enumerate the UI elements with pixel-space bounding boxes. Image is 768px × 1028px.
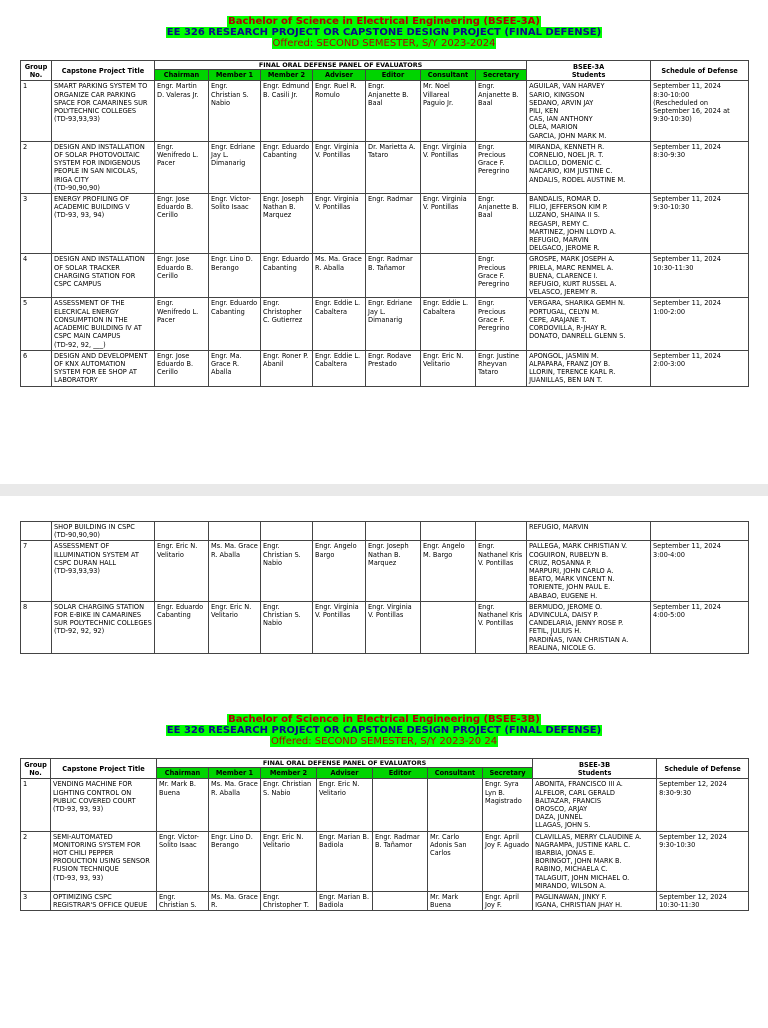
table-row xyxy=(21,298,749,350)
consultant-cell xyxy=(421,254,476,298)
member-2-cell: Engr. Christian S. Nabio xyxy=(261,601,313,653)
program-title-b: Bachelor of Science in Electrical Engineering (BSEE-3B) xyxy=(228,714,540,725)
member-2-cell: Engr. Eduardo Cabanting xyxy=(261,141,313,193)
header-member-1: Member 1 xyxy=(209,768,261,779)
secretary-cell: Engr. April Joy F. xyxy=(483,892,533,911)
offered-line: Offered: SECOND SEMESTER, S/Y 2023-2024 xyxy=(272,38,496,49)
member-2-cell: Engr. Roner P. Abanil xyxy=(261,350,313,386)
students-cell: BANDALIS, ROMAR D. FILIO, JEFFERSON KIM P. LUZANO, SHAINA II S. REGASPI, REMY C. MARTINEZ, JOHN LLOYD A. REFUGIO, MARVIN DELGACO, JEROME R. xyxy=(527,194,651,254)
schedule-cell: September 11, 2024 4:00-5:00 xyxy=(651,601,749,653)
member-1-cell: Engr. Edriane Jay L. Dimanarig xyxy=(209,141,261,193)
secretary-cell: Engr. Syra Lyn B. Magistrado xyxy=(483,779,533,831)
students-cell: VERGARA, SHARIKA GEMH N. PORTUGAL, CELYN M. CEPE, ARAJANE T. CORDOVILLA, R-JHAY R. DONATO, DANRELL GLENN S. xyxy=(527,298,651,350)
adviser-cell: Engr. Angelo Bargo xyxy=(313,541,366,601)
chairman-cell: Mr. Mark B. Buena xyxy=(157,779,209,831)
consultant-cell: Engr. Virginia V. Pontillas xyxy=(421,194,476,254)
editor-cell: Engr. Virginia V. Pontillas xyxy=(366,601,421,653)
member-1-cell: Ms. Ma. Grace R. Aballa xyxy=(209,541,261,601)
adviser-cell: Engr. Marian B. Badiola xyxy=(317,892,373,911)
header-students: BSEE-3A Students xyxy=(527,61,651,81)
group-no-cell: 3 xyxy=(21,892,51,911)
member-2-cell: Engr. Christopher C. Gutierrez xyxy=(261,298,313,350)
header-consultant: Consultant xyxy=(421,70,476,81)
adviser-cell: Engr. Eric N. Velitario xyxy=(317,779,373,831)
adviser-cell: Engr. Virginia V. Pontillas xyxy=(313,141,366,193)
table-row xyxy=(21,541,749,601)
table-row xyxy=(21,779,749,831)
group-no-cell: 2 xyxy=(21,141,52,193)
editor-cell xyxy=(373,892,428,911)
secretary-cell: Engr. Justine Rheyvan Tataro xyxy=(476,350,527,386)
project-title-cell: DESIGN AND INSTALLATION OF SOLAR PHOTOVOLTAIC SYSTEM FOR INDIGENOUS PEOPLE IN SAN NICOLAS, IRIGA CITY (TD-90,90,90) xyxy=(52,141,155,193)
group-no-cell: 8 xyxy=(21,601,52,653)
chairman-cell: Engr. Victor-Solito Isaac xyxy=(157,831,209,891)
students-cell: PAGLINAWAN, JINKY F. IGANA, CHRISTIAN JHAY H. xyxy=(533,892,657,911)
header-students: BSEE-3B Students xyxy=(533,759,657,779)
group-no-cell: 5 xyxy=(21,298,52,350)
header-secretary: Secretary xyxy=(483,768,533,779)
section-b-header xyxy=(0,714,768,747)
table-row xyxy=(21,254,749,298)
member-1-cell: Engr. Lino D. Berango xyxy=(209,831,261,891)
table-row xyxy=(21,601,749,653)
consultant-cell: Engr. Virginia V. Pontillas xyxy=(421,141,476,193)
chairman-cell: Engr. Wenifredo L. Pacer xyxy=(155,298,209,350)
students-cell: CLAVILLAS, MERRY CLAUDINE A. NAGRAMPA, JUSTINE KARL C. IBARBIA, JONAS E. BORINGOT, JOHN MARK B. RABINO, MICHAELA C. TALAGUIT, JOHN MICHAEL O. MIRANDO, WILSON A. xyxy=(533,831,657,891)
secretary-cell xyxy=(476,522,527,541)
header-chairman: Chairman xyxy=(155,70,209,81)
adviser-cell: Engr. Virginia V. Pontillas xyxy=(313,194,366,254)
consultant-cell: Engr. Eric N. Velitario xyxy=(421,350,476,386)
editor-cell: Engr. Anjanette B. Baal xyxy=(366,81,421,141)
table-row xyxy=(21,194,749,254)
group-no-cell: 4 xyxy=(21,254,52,298)
project-title-cell: DESIGN AND INSTALLATION OF SOLAR TRACKER CHARGING STATION FOR CSPC CAMPUS xyxy=(52,254,155,298)
member-2-cell: Engr. Eric N. Velitario xyxy=(261,831,317,891)
secretary-cell: Engr. Precious Grace F. Peregrino xyxy=(476,254,527,298)
adviser-cell: Engr. Ruel R. Romulo xyxy=(313,81,366,141)
students-cell: APONGOL, JASMIN M. ALPAPARA, FRANZ JOY B. LLORIN, TERENCE KARL R. JUANILLAS, BEN IAN T. xyxy=(527,350,651,386)
header-group-no: Group No. xyxy=(21,759,51,779)
chairman-cell: Engr. Eduardo Cabanting xyxy=(155,601,209,653)
project-title-cell: SOLAR CHARGING STATION FOR E-BIKE IN CAMARINES SUR POLYTECHNIC COLLEGES (TD-92, 92, 92) xyxy=(52,601,155,653)
program-title: Bachelor of Science in Electrical Engineering (BSEE-3A) xyxy=(228,16,540,27)
project-title-cell: ENERGY PROFILING OF ACADEMIC BUILDING V (TD-93, 93, 94) xyxy=(52,194,155,254)
member-1-cell: Engr. Eduardo Cabanting xyxy=(209,298,261,350)
schedule-cell: September 11, 2024 1:00-2:00 xyxy=(651,298,749,350)
member-1-cell: Engr. Victor-Solito Isaac xyxy=(209,194,261,254)
course-title-b: EE 326 RESEARCH PROJECT OR CAPSTONE DESIGN PROJECT (FINAL DEFENSE) xyxy=(166,725,602,736)
member-2-cell: Engr. Joseph Nathan B. Marquez xyxy=(261,194,313,254)
member-1-cell xyxy=(209,522,261,541)
schedule-cell: September 11, 2024 8:30-9:30 xyxy=(651,141,749,193)
header-adviser: Adviser xyxy=(313,70,366,81)
member-1-cell: Ms. Ma. Grace R. xyxy=(209,892,261,911)
consultant-cell: Mr. Carlo Adonis San Carlos xyxy=(428,831,483,891)
member-1-cell: Engr. Christian S. Nabio xyxy=(209,81,261,141)
consultant-cell: Engr. Eddie L. Cabaltera xyxy=(421,298,476,350)
adviser-cell: Ms. Ma. Grace R. Aballa xyxy=(313,254,366,298)
adviser-cell: Engr. Virginia V. Pontillas xyxy=(313,601,366,653)
section-a-header xyxy=(0,16,768,49)
secretary-cell: Engr. Anjanette B. Baal xyxy=(476,194,527,254)
defense-schedule-table-a-continued xyxy=(20,521,749,654)
offered-line-b: Offered: SECOND SEMESTER, S/Y 2023-20 24 xyxy=(270,736,498,747)
schedule-cell: September 11, 2024 10:30-11:30 xyxy=(651,254,749,298)
group-no-cell: 3 xyxy=(21,194,52,254)
secretary-cell: Engr. Anjanette B. Baal xyxy=(476,81,527,141)
schedule-cell: September 11, 2024 8:30-10:00 (Rescheduled on September 16, 2024 at 9:30-10:30) xyxy=(651,81,749,141)
schedule-cell: September 11, 2024 2:00-3:00 xyxy=(651,350,749,386)
header-schedule: Schedule of Defense xyxy=(657,759,749,779)
member-1-cell: Engr. Lino D. Berango xyxy=(209,254,261,298)
group-no-cell xyxy=(21,522,52,541)
project-title-cell: ASSESSMENT OF THE ELECRICAL ENERGY CONSUMPTION IN THE ACADEMIC BUILDING IV AT CSPC MAIN CAMPUS (TD-92, 92, ___) xyxy=(52,298,155,350)
adviser-cell: Engr. Eddie L. Cabaltera xyxy=(313,350,366,386)
member-2-cell: Engr. Christian S. Nabio xyxy=(261,779,317,831)
member-2-cell: Engr. Edmund B. Casili Jr. xyxy=(261,81,313,141)
schedule-cell xyxy=(651,522,749,541)
table-row xyxy=(21,81,749,141)
editor-cell: Engr. Rodave Prestado xyxy=(366,350,421,386)
editor-cell: Engr. Radmar xyxy=(366,194,421,254)
header-chairman: Chairman xyxy=(157,768,209,779)
page-1 xyxy=(0,0,768,484)
chairman-cell: Engr. Christian S. xyxy=(157,892,209,911)
header-consultant: Consultant xyxy=(428,768,483,779)
chairman-cell xyxy=(155,522,209,541)
page-2 xyxy=(0,496,768,1028)
table-row xyxy=(21,892,749,911)
chairman-cell: Engr. Jose Eduardo B. Cerillo xyxy=(155,194,209,254)
schedule-cell: September 12, 2024 8:30-9:30 xyxy=(657,779,749,831)
group-no-cell: 1 xyxy=(21,81,52,141)
secretary-cell: Engr. April Joy F. Aguado xyxy=(483,831,533,891)
course-title: EE 326 RESEARCH PROJECT OR CAPSTONE DESIGN PROJECT (FINAL DEFENSE) xyxy=(166,27,602,38)
consultant-cell xyxy=(421,522,476,541)
table-row xyxy=(21,350,749,386)
header-adviser: Adviser xyxy=(317,768,373,779)
member-2-cell: Engr. Christian S. Nabio xyxy=(261,541,313,601)
students-cell: GROSPE, MARK JOSEPH A. PRIELA, MARC RENMEL A. BUENA, CLARENCE I. REFUGIO, KURT RUSSEL A. VELASCO, JEREMY R. xyxy=(527,254,651,298)
schedule-cell: September 12, 2024 10:30-11:30 xyxy=(657,892,749,911)
header-member-1: Member 1 xyxy=(209,70,261,81)
member-2-cell xyxy=(261,522,313,541)
editor-cell xyxy=(366,522,421,541)
schedule-cell: September 11, 2024 9:30-10:30 xyxy=(651,194,749,254)
students-cell: MIRANDA, KENNETH R. CORNELIO, NOEL JR. T. DACILLO, DOMENIC C. NACARIO, KIM JUSTINE C. ANDALIS, RODEL AUSTINE M. xyxy=(527,141,651,193)
editor-cell: Engr. Radmar B. Tañamor xyxy=(373,831,428,891)
editor-cell: Engr. Joseph Nathan B. Marquez xyxy=(366,541,421,601)
project-title-cell: SEMI-AUTOMATED MONITORING SYSTEM FOR HOT CHILI PEPPER PRODUCTION USING SENSOR FUSION TECHNIQUE (TD-93, 93, 93) xyxy=(51,831,157,891)
table-row xyxy=(21,522,749,541)
secretary-cell: Engr. Precious Grace F. Peregrino xyxy=(476,141,527,193)
students-cell: PALLEGA, MARK CHRISTIAN V. COGUIRON, RUBELYN B. CRUZ, ROSANNA P. MARPURI, JOHN CARLO A. BEATO, MARK VINCENT N. TORIENTE, JOHN PAUL E. ABABAO, EUGENE H. xyxy=(527,541,651,601)
header-editor: Editor xyxy=(366,70,421,81)
project-title-cell: SHOP BUILDING IN CSPC (TD-90,90,90) xyxy=(52,522,155,541)
member-2-cell: Engr. Christopher T. xyxy=(261,892,317,911)
member-1-cell: Engr. Ma. Grace R. Aballa xyxy=(209,350,261,386)
chairman-cell: Engr. Martin D. Valeras Jr. xyxy=(155,81,209,141)
header-group-no: Group No. xyxy=(21,61,52,81)
table-row xyxy=(21,831,749,891)
header-editor: Editor xyxy=(373,768,428,779)
header-secretary: Secretary xyxy=(476,70,527,81)
consultant-cell: Mr. Mark Buena xyxy=(428,892,483,911)
chairman-cell: Engr. Jose Eduardo B. Cerillo xyxy=(155,254,209,298)
project-title-cell: OPTIMIZING CSPC REGISTRAR'S OFFICE QUEUE xyxy=(51,892,157,911)
header-schedule: Schedule of Defense xyxy=(651,61,749,81)
header-panel: FINAL ORAL DEFENSE PANEL OF EVALUATORS xyxy=(157,759,533,768)
member-1-cell: Ms. Ma. Grace R. Aballa xyxy=(209,779,261,831)
defense-schedule-table-b xyxy=(20,758,749,911)
project-title-cell: DESIGN AND DEVELOPMENT OF KNX AUTOMATION SYSTEM FOR EE SHOP AT LABORATORY xyxy=(52,350,155,386)
header-title: Capstone Project Title xyxy=(51,759,157,779)
secretary-cell: Engr. Nathanel Kris V. Pontillas xyxy=(476,541,527,601)
header-title: Capstone Project Title xyxy=(52,61,155,81)
students-cell: AGUILAR, VAN HARVEY SARIO, KINGSON SEDANO, ARVIN JAY PILI, KEN CAS, IAN ANTHONY OLEA, MARION GARCIA, JOHN MARK M. xyxy=(527,81,651,141)
students-cell: REFUGIO, MARVIN xyxy=(527,522,651,541)
chairman-cell: Engr. Eric N. Velitario xyxy=(155,541,209,601)
defense-schedule-table-a xyxy=(20,60,749,387)
schedule-cell: September 11, 2024 3:00-4:00 xyxy=(651,541,749,601)
secretary-cell: Engr. Precious Grace F. Peregrino xyxy=(476,298,527,350)
students-cell: BERMUDO, JEROME O. ADVINCULA, DAISY P. CANDELARIA, JENNY ROSE P. FETIL, JULIUS H. PARDIÑAS, IVAN CHRISTIAN A. REALINA, NICOLE G. xyxy=(527,601,651,653)
editor-cell: Dr. Marietta A. Tataro xyxy=(366,141,421,193)
project-title-cell: VENDING MACHINE FOR LIGHTING CONTROL ON PUBLIC COVERED COURT (TD-93, 93, 93) xyxy=(51,779,157,831)
chairman-cell: Engr. Wenifredo L. Pacer xyxy=(155,141,209,193)
adviser-cell: Engr. Marian B. Badiola xyxy=(317,831,373,891)
group-no-cell: 6 xyxy=(21,350,52,386)
editor-cell: Engr. Radmar B. Tañamor xyxy=(366,254,421,298)
group-no-cell: 1 xyxy=(21,779,51,831)
table-row xyxy=(21,141,749,193)
group-no-cell: 7 xyxy=(21,541,52,601)
member-2-cell: Engr. Eduardo Cabanting xyxy=(261,254,313,298)
secretary-cell: Engr. Nathanel Kris V. Pontillas xyxy=(476,601,527,653)
member-1-cell: Engr. Eric N. Velitario xyxy=(209,601,261,653)
header-member-2: Member 2 xyxy=(261,768,317,779)
editor-cell: Engr. Edriane Jay L. Dimanarig xyxy=(366,298,421,350)
group-no-cell: 2 xyxy=(21,831,51,891)
header-panel: FINAL ORAL DEFENSE PANEL OF EVALUATORS xyxy=(155,61,527,70)
project-title-cell: ASSESSMENT OF ILLUMINATION SYSTEM AT CSPC DURAN HALL (TD-93,93,93) xyxy=(52,541,155,601)
adviser-cell: Engr. Eddie L. Cabaltera xyxy=(313,298,366,350)
students-cell: ABONITA, FRANCISCO III A. ALFELOR, CARL GERALD BALTAZAR, FRANCIS OROSCO, ARJAY DAZA, JUNNEL LLAGAS, JOHN S. xyxy=(533,779,657,831)
consultant-cell: Mr. Noel Villareal Paguio Jr. xyxy=(421,81,476,141)
project-title-cell: SMART PARKING SYSTEM TO ORGANIZE CAR PARKING SPACE FOR CAMARINES SUR POLYTECHNIC COLLEGES (TD-93,93,93) xyxy=(52,81,155,141)
consultant-cell: Engr. Angelo M. Bargo xyxy=(421,541,476,601)
adviser-cell xyxy=(313,522,366,541)
header-member-2: Member 2 xyxy=(261,70,313,81)
chairman-cell: Engr. Jose Eduardo B. Cerillo xyxy=(155,350,209,386)
editor-cell xyxy=(373,779,428,831)
schedule-cell: September 12, 2024 9:30-10:30 xyxy=(657,831,749,891)
consultant-cell xyxy=(428,779,483,831)
consultant-cell xyxy=(421,601,476,653)
